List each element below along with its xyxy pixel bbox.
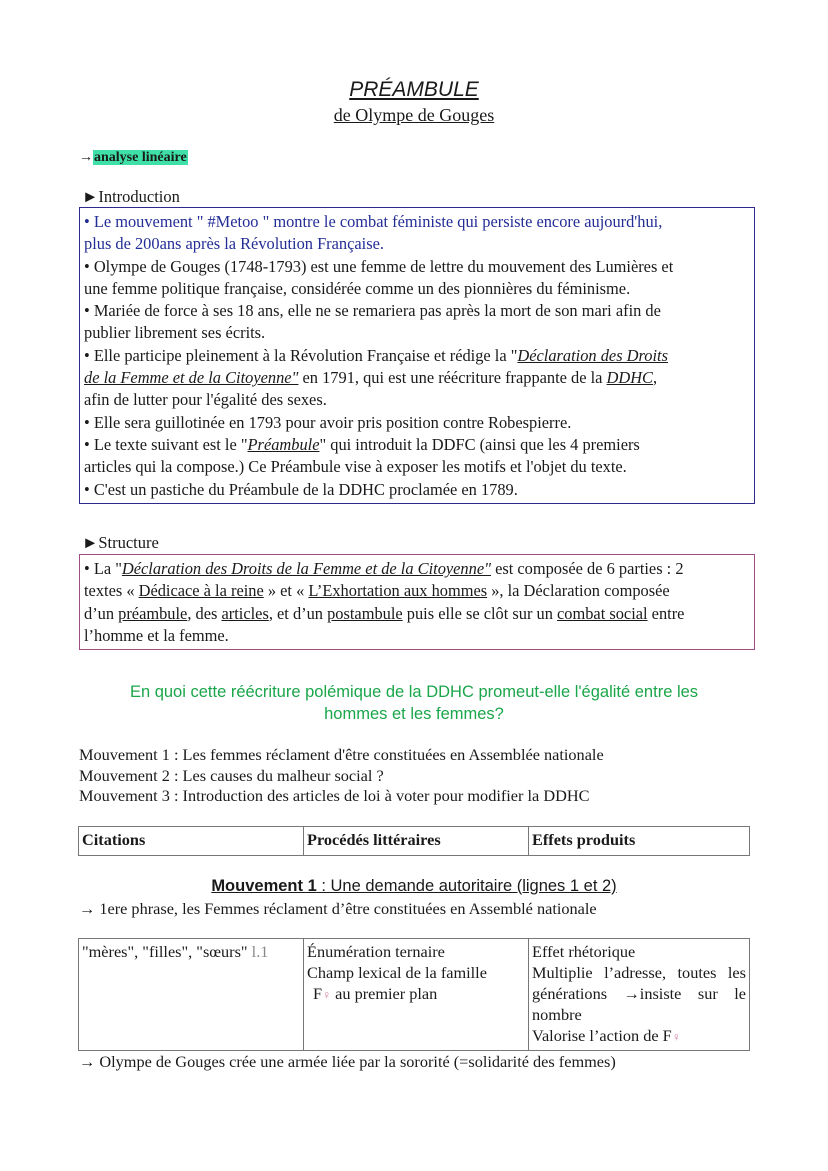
- text: F: [313, 984, 323, 1003]
- page-subtitle: de Olympe de Gouges: [333, 105, 495, 125]
- line-ref: l.1: [251, 942, 269, 961]
- text: • Elle participe pleinement à la Révolution Française et rédige la ": [84, 345, 518, 365]
- movement-item: Mouvement 3 : Introduction des articles de loi à voter pour modifier la DDHC: [79, 786, 590, 805]
- intro-box: [79, 207, 755, 504]
- movement-1-label: Mouvement 1: [211, 877, 317, 895]
- text: , et d’un: [268, 603, 328, 623]
- intro-line: • C'est un pastiche du Préambule de la DDHC proclamée en 1789.: [84, 479, 518, 499]
- text: textes «: [84, 581, 139, 601]
- procede-item: [307, 983, 525, 1006]
- header-procedes: Procédés littéraires: [304, 827, 529, 856]
- procede-item: Champ lexical de la famille: [307, 963, 487, 982]
- footer-note: → Olympe de Gouges crée une armée liée par la sororité (=solidarité des femmes): [79, 1052, 616, 1071]
- citation-cell: [79, 939, 304, 1051]
- text: en 1791, qui est une réécriture frappante de la: [298, 368, 607, 388]
- procede-item: Énumération ternaire: [307, 942, 445, 961]
- structure-line: [84, 580, 751, 602]
- effets-cell: [529, 939, 750, 1051]
- intro-line: • Mariée de force à ses 18 ans, elle ne se remariera pas après la mort de son mari afin de: [84, 301, 661, 321]
- header-table: [78, 826, 750, 856]
- intro-line: publier librement ses écrits.: [84, 323, 266, 343]
- intro-line: • Le mouvement " #Metoo " montre le combat féministe qui persiste encore aujourd'hui,: [84, 212, 663, 231]
- intro-line: une femme politique française, considérée comme un des pionnières du féminisme.: [84, 278, 631, 298]
- structure-box: [79, 554, 755, 650]
- preambule-title: Préambule: [247, 434, 320, 454]
- intro-line: • Olympe de Gouges (1748-1793) est une femme de lettre du mouvement des Lumières et: [84, 256, 674, 276]
- text: • La ": [84, 559, 122, 578]
- analysis-tag: [79, 150, 188, 166]
- text: ,: [653, 368, 658, 388]
- intro-line: • Elle sera guillotinée en 1793 pour avoir pris position contre Robespierre.: [84, 412, 572, 432]
- structure-line: [84, 558, 751, 580]
- text: entre: [647, 603, 685, 623]
- movement-list: [79, 745, 604, 807]
- intro-paragraph-ddfc-cont: [84, 367, 751, 389]
- venus-icon: ♀: [671, 1030, 681, 1044]
- question-line: En quoi cette réécriture polémique de la DDHC promeut-elle l'égalité entre les: [129, 683, 699, 701]
- movement-1-title: [0, 877, 828, 896]
- text: " qui introduit la DDFC (ainsi que les 4 premiers: [319, 434, 640, 454]
- header-effets: Effets produits: [529, 827, 750, 856]
- intro-line: articles qui la compose.) Ce Préambule vise à exposer les motifs et l'objet du texte.: [84, 457, 627, 477]
- header-citations: Citations: [79, 827, 304, 856]
- text: au premier plan: [331, 984, 438, 1003]
- movement-1-subtitle: : Une demande autoritaire (lignes 1 et 2): [316, 877, 617, 895]
- effet-item: Effet rhétorique: [532, 942, 636, 961]
- text: , des: [187, 603, 222, 623]
- combat-social-text: combat social: [557, 603, 648, 623]
- text: » et «: [263, 581, 309, 601]
- dedicace-text: Dédicace à la reine: [138, 581, 264, 601]
- effet-item: Multiplie l’adresse, toutes les générations →insiste sur le nombre: [532, 963, 746, 1024]
- venus-icon: ♀: [322, 988, 332, 1002]
- movement-1-note: → 1ere phrase, les Femmes réclament d’être constituées en Assemblé nationale: [79, 899, 597, 918]
- exhortation-text: L’Exhortation aux hommes: [308, 581, 488, 601]
- movement-item: Mouvement 2 : Les causes du malheur social ?: [79, 765, 384, 785]
- table-header-row: [79, 827, 750, 856]
- table-row: [79, 939, 750, 1051]
- highlight-label: analyse linéaire: [94, 150, 187, 165]
- structure-heading: ►Structure: [82, 533, 159, 552]
- ddfc-title: Déclaration des Droits de la Femme et de la Citoyenne": [121, 559, 491, 578]
- text: • Le texte suivant est le ": [84, 434, 248, 454]
- articles-text: articles: [221, 603, 269, 623]
- ddhc-link: DDHC: [606, 368, 653, 388]
- text: Valorise l’action de F: [532, 1026, 672, 1045]
- movement-item: Mouvement 1 : Les femmes réclament d'être constituées en Assemblée nationale: [79, 745, 604, 764]
- preambule-text: préambule: [118, 603, 188, 623]
- page-title: PRÉAMBULE: [349, 78, 479, 101]
- citation-text: "mères", "filles", "sœurs": [82, 942, 248, 961]
- intro-heading: ►Introduction: [82, 187, 180, 206]
- text: d’un: [84, 603, 119, 623]
- postambule-text: postambule: [327, 603, 403, 623]
- arrow-icon: →: [79, 150, 93, 165]
- structure-line: [84, 603, 751, 625]
- text: est composée de 6 parties : 2: [490, 559, 684, 578]
- effet-item: [532, 1025, 746, 1048]
- intro-paragraph-preambule: [84, 434, 751, 456]
- text: puis elle se clôt sur un: [402, 603, 557, 623]
- text: », la Déclaration composée: [487, 581, 670, 601]
- problematic-question: [0, 681, 828, 725]
- procedes-cell: [304, 939, 529, 1051]
- analysis-table: [78, 938, 750, 1051]
- ddfc-title: de la Femme et de la Citoyenne": [84, 368, 299, 388]
- intro-paragraph-ddfc: [84, 345, 751, 367]
- question-line: hommes et les femmes?: [324, 705, 504, 723]
- intro-line: afin de lutter pour l'égalité des sexes.: [84, 390, 327, 410]
- intro-line: plus de 200ans après la Révolution Française.: [84, 234, 384, 254]
- structure-line: l’homme et la femme.: [84, 625, 229, 645]
- ddfc-title: Déclaration des Droits: [517, 345, 668, 365]
